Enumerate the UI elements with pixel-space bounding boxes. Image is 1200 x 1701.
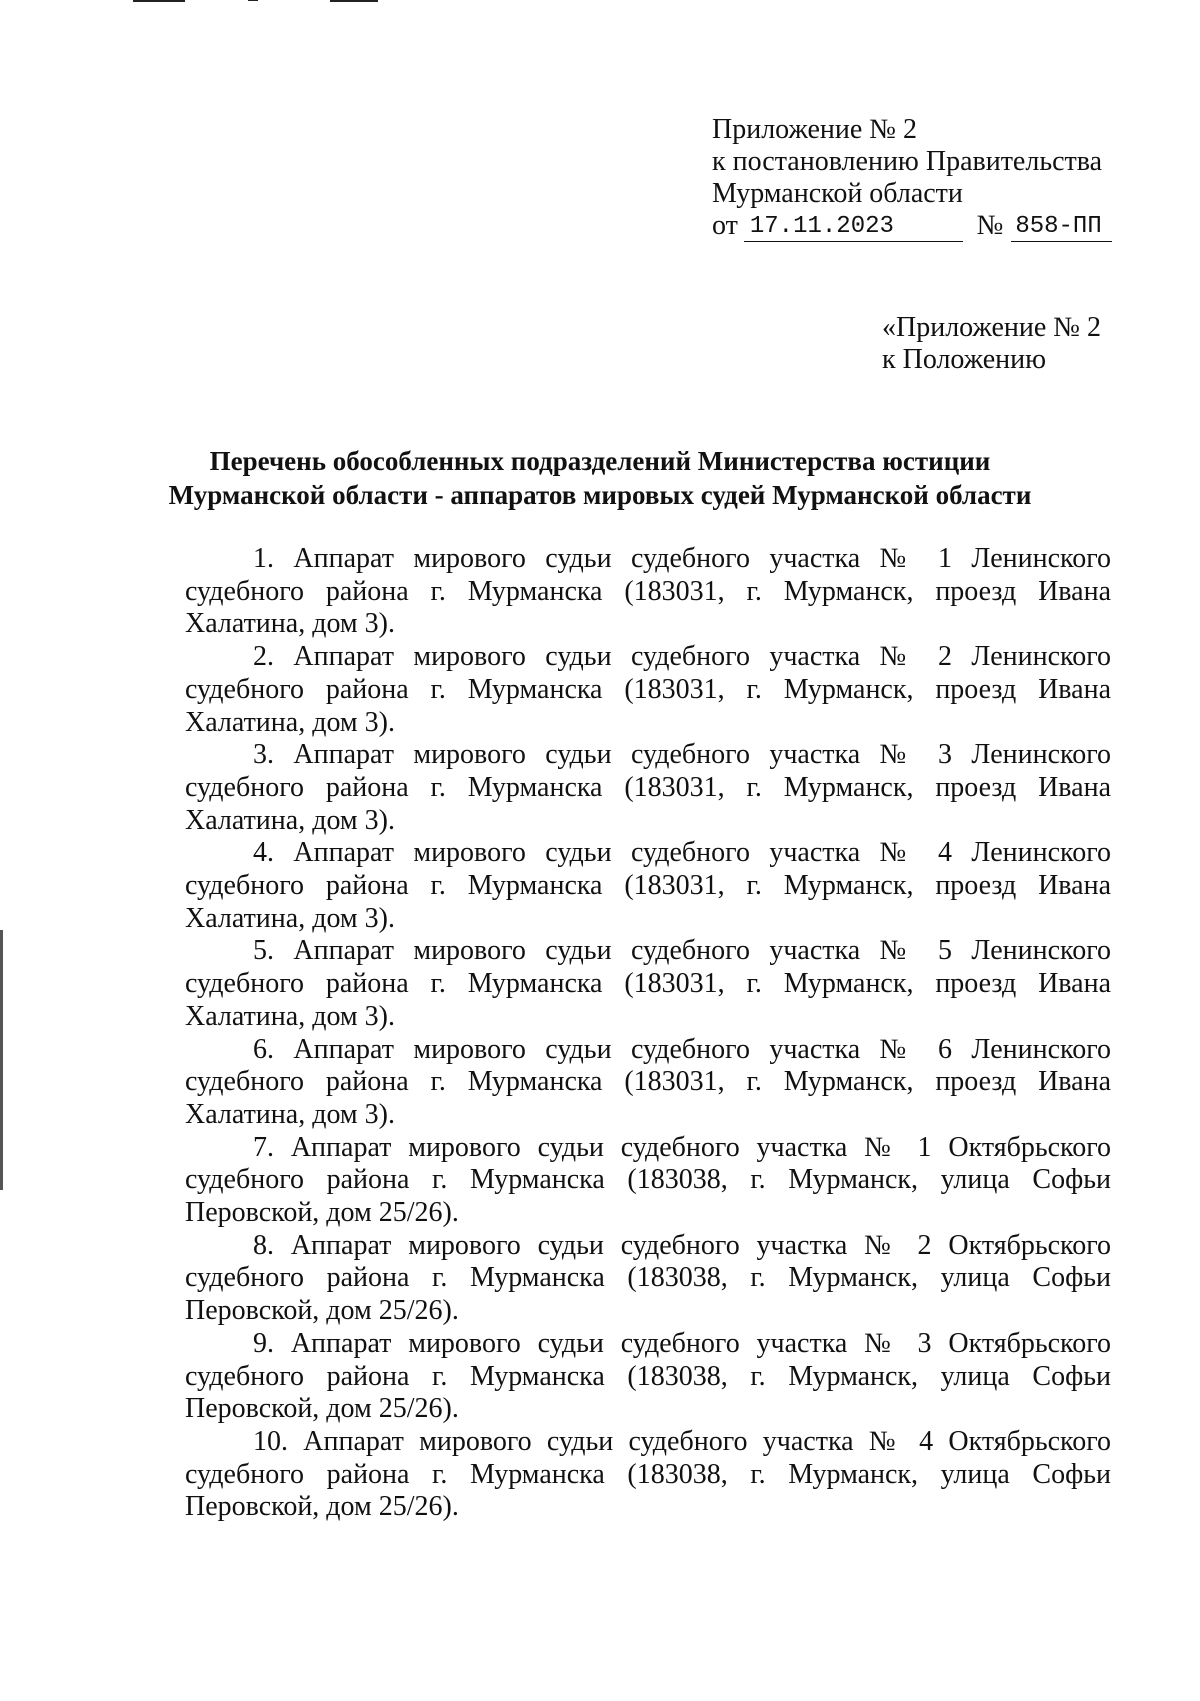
annex-line-2: к Положению <box>882 344 1047 375</box>
title-line-2: Мурманской области - аппаратов мировых судей Мурманской области <box>168 480 1032 510</box>
number-prefix: № <box>976 210 1004 241</box>
list-item: 5. Аппарат мирового судьи судебного участка № 5 Ленинского судебного района г. Мурманска (183031, г. Мурманск, проезд Ивана Халатина, дом 3). <box>185 935 1111 1032</box>
approval-line-1: Приложение № 2 <box>712 114 917 145</box>
approval-line-2: к постановлению Правительства <box>712 146 1103 177</box>
list-item: 7. Аппарат мирового судьи судебного участка № 1 Октябрьского судебного района г. Мурманска (183038, г. Мурманск, улица Софьи Перовской, дом 25/26). <box>185 1131 1111 1229</box>
annex-line-1: «Приложение № 2 <box>882 312 1101 343</box>
decree-date: 17.11.2023 <box>744 214 963 242</box>
list-item: 6. Аппарат мирового судьи судебного участка № 6 Ленинского судебного района г. Мурманска (183031, г. Мурманск, проезд Ивана Халатина, дом 3). <box>185 1033 1111 1130</box>
decree-number: 858-ПП <box>1011 214 1112 242</box>
approval-block <box>712 114 1112 242</box>
list-item: 3. Аппарат мирового судьи судебного участка № 3 Ленинского судебного района г. Мурманска (183031, г. Мурманск, проезд Ивана Халатина, дом 3). <box>185 739 1111 836</box>
annex-block <box>882 312 1142 376</box>
list-item: 10. Аппарат мирового судьи судебного участка № 4 Октябрьского судебного района г. Мурманска (183038, г. Мурманск, улица Софьи Перовской, дом 25/26). <box>185 1425 1111 1523</box>
approval-line-3: Мурманской области <box>712 178 963 209</box>
subdivision-list <box>185 543 1111 1524</box>
document-title <box>150 444 1050 512</box>
scan-artifact <box>133 0 185 2</box>
list-item: 4. Аппарат мирового судьи судебного участка № 4 Ленинского судебного района г. Мурманска (183031, г. Мурманск, проезд Ивана Халатина, дом 3). <box>185 837 1111 934</box>
list-item: 2. Аппарат мирового судьи судебного участка № 2 Ленинского судебного района г. Мурманска (183031, г. Мурманск, проезд Ивана Халатина, дом 3). <box>185 641 1111 738</box>
title-line-1: Перечень обособленных подразделений Министерства юстиции <box>209 446 991 476</box>
scan-edge-artifact <box>0 930 3 1190</box>
scan-artifact <box>330 0 378 2</box>
approval-date-row <box>712 210 1112 242</box>
list-item: 1. Аппарат мирового судьи судебного участка № 1 Ленинского судебного района г. Мурманска (183031, г. Мурманск, проезд Ивана Халатина, дом 3). <box>185 543 1111 640</box>
list-item: 8. Аппарат мирового судьи судебного участка № 2 Октябрьского судебного района г. Мурманска (183038, г. Мурманск, улица Софьи Перовской, дом 25/26). <box>185 1229 1111 1327</box>
list-item: 9. Аппарат мирового судьи судебного участка № 3 Октябрьского судебного района г. Мурманска (183038, г. Мурманск, улица Софьи Перовской, дом 25/26). <box>185 1327 1111 1425</box>
date-prefix: от <box>712 210 738 241</box>
scan-artifact <box>248 0 258 1</box>
